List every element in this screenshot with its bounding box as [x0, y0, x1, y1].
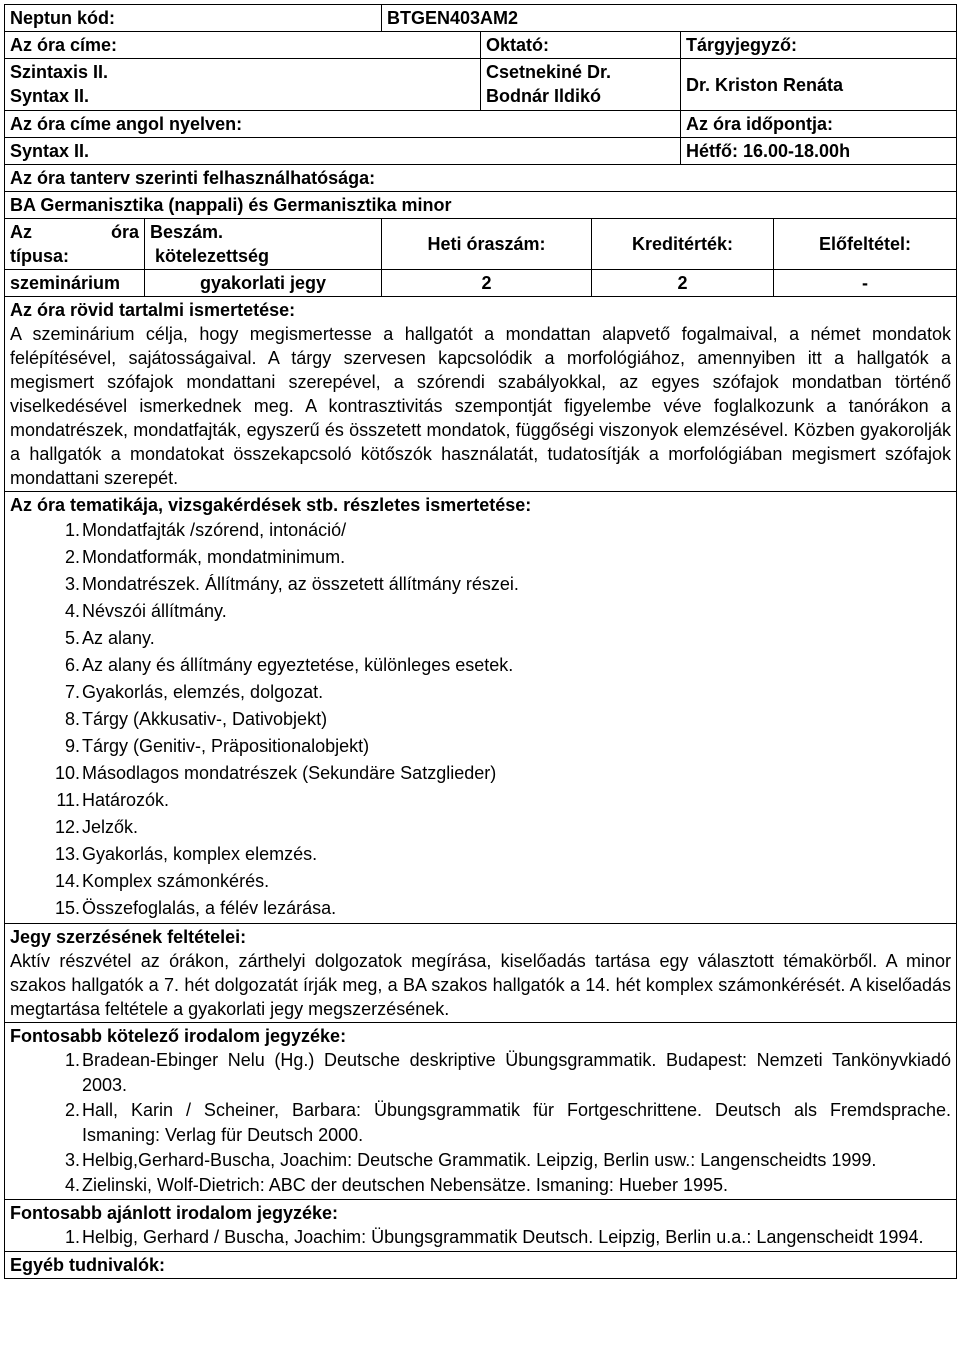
list-item-number: 14.	[54, 871, 80, 891]
list-item	[10, 787, 951, 814]
prereq-label: Előfeltétel:	[774, 219, 957, 270]
type-value: szeminárium	[5, 270, 145, 297]
list-item-text: Mondatfajták /szórend, intonáció/	[82, 520, 347, 540]
owner-label: Tárgyjegyző:	[681, 32, 957, 59]
list-item-number: 1.	[64, 520, 80, 540]
credits-value: 2	[592, 270, 774, 297]
list-item-number: 13.	[54, 844, 80, 864]
course-time: Hétfő: 16.00-18.00h	[681, 138, 957, 165]
list-item-number: 7.	[64, 682, 80, 702]
list-item-number: 8.	[64, 709, 80, 729]
course-title	[5, 59, 481, 111]
other-info-label: Egyéb tudnivalók:	[5, 1252, 957, 1279]
list-item-text: Az alany és állítmány egyeztetése, különleges esetek.	[82, 655, 514, 675]
list-item-number: 15.	[54, 898, 80, 918]
summary-section	[5, 297, 957, 492]
list-item-number: 3.	[64, 574, 80, 594]
list-item	[10, 1225, 951, 1250]
prereq-value: -	[774, 270, 957, 297]
recommended-lit-list	[10, 1225, 951, 1250]
grade-label-line1: Beszám.	[150, 222, 224, 242]
grade-label-line2: kötelezettség	[155, 246, 270, 266]
time-label: Az óra időpontja:	[681, 111, 957, 138]
recommended-lit-section	[5, 1200, 957, 1252]
list-item-text: Bradean-Ebinger Nelu (Hg.) Deutsche deskriptive Übungsgrammatik. Budapest: Nemzeti Tankönyvkiadó 2003.	[82, 1050, 952, 1095]
list-item-number: 2.	[64, 1100, 80, 1120]
title-label: Az óra címe:	[5, 32, 481, 59]
list-item	[10, 814, 951, 841]
list-item	[10, 760, 951, 787]
list-item-number: 10.	[54, 763, 80, 783]
list-item-text: Másodlagos mondatrészek (Sekundäre Satzglieder)	[82, 763, 497, 783]
list-item-text: Komplex számonkérés.	[82, 871, 270, 891]
type-label-tipusa: típusa:	[10, 246, 70, 266]
topics-list	[10, 517, 951, 922]
usability-label: Az óra tanterv szerinti felhasználhatósága:	[5, 165, 957, 192]
list-item-number: 1.	[64, 1050, 80, 1070]
english-title-label: Az óra címe angol nyelven:	[5, 111, 681, 138]
list-item-number: 2.	[64, 547, 80, 567]
list-item-number: 11.	[56, 790, 80, 810]
topics-section	[5, 492, 957, 924]
credits-label: Kreditérték:	[592, 219, 774, 270]
list-item	[10, 571, 951, 598]
course-sheet	[4, 4, 957, 1279]
list-item	[10, 868, 951, 895]
course-title-hu: Szintaxis II.	[10, 62, 109, 82]
list-item	[10, 517, 951, 544]
list-item	[10, 1098, 951, 1148]
list-item-number: 12.	[54, 817, 80, 837]
required-lit-label: Fontosabb kötelező irodalom jegyzéke:	[10, 1026, 347, 1046]
lecturer-line-2: Bodnár Ildikó	[486, 86, 602, 106]
course-title-line2: Syntax II.	[10, 86, 90, 106]
required-lit-section	[5, 1023, 957, 1200]
type-label-az: Az	[10, 222, 32, 242]
list-item	[10, 652, 951, 679]
list-item	[10, 598, 951, 625]
hours-label: Heti óraszám:	[382, 219, 592, 270]
owner-name: Dr. Kriston Renáta	[681, 59, 957, 111]
hours-value: 2	[382, 270, 592, 297]
list-item-text: Zielinski, Wolf-Dietrich: ABC der deutschen Nebensätze. Ismaning: Hueber 1995.	[82, 1175, 728, 1195]
list-item	[10, 625, 951, 652]
list-item	[10, 706, 951, 733]
list-item	[10, 1048, 951, 1098]
list-item	[10, 1173, 951, 1198]
required-lit-list	[10, 1048, 951, 1198]
list-item	[10, 733, 951, 760]
grading-text: Aktív részvétel az órákon, zárthelyi dolgozatok megírása, kiselőadás tartása egy választott témakörből. A minor szakos hallgatók a 7. hét dolgozatát írják meg, a BA szakos hallgatók a 14. hét komplex számonkérését. A kiselőadás megtartása feltétele a gyakorlati jegy megszerzésének.	[10, 951, 952, 1019]
neptun-label: Neptun kód:	[5, 5, 382, 32]
summary-label: Az óra rövid tartalmi ismertetése:	[10, 300, 296, 320]
usability-value: BA Germanisztika (nappali) és Germanisztika minor	[5, 192, 957, 219]
grade-value: gyakorlati jegy	[145, 270, 382, 297]
list-item-text: Helbig, Gerhard / Buscha, Joachim: Übungsgrammatik Deutsch. Leipzig, Berlin u.a.: Langenscheidt 1994.	[82, 1227, 924, 1247]
list-item-text: Hall, Karin / Scheiner, Barbara: Übungsgrammatik für Fortgeschrittene. Deutsch als Fremdsprache. Ismaning: Verlag für Deutsch 2000.	[82, 1100, 952, 1145]
recommended-lit-label: Fontosabb ajánlott irodalom jegyzéke:	[10, 1203, 339, 1223]
list-item-text: Helbig,Gerhard-Buscha, Joachim: Deutsche Grammatik. Leipzig, Berlin usw.: Langenscheidts 1999.	[82, 1150, 877, 1170]
list-item-number: 4.	[64, 1175, 80, 1195]
grading-section	[5, 924, 957, 1023]
list-item-text: Tárgy (Akkusativ-, Dativobjekt)	[82, 709, 328, 729]
list-item-text: Jelzők.	[82, 817, 139, 837]
english-title: Syntax II.	[5, 138, 681, 165]
lecturer-label: Oktató:	[481, 32, 681, 59]
list-item	[10, 1148, 951, 1173]
list-item-number: 6.	[64, 655, 80, 675]
list-item	[10, 679, 951, 706]
type-label	[5, 219, 145, 270]
summary-text: A szeminárium célja, hogy megismertesse a hallgatót a mondattan alapvető fogalmaival, a német mondatok felépítésével, sajátosságaival. A tárgy szervesen kapcsolódik a morfológiához, amennyiben itt a hallgatók a megismert szófajok mondattani szerepével, a szórendi szabályokkal, az egyes szófajok mondatban történő viselkedésével ismerkednek meg. A kontrasztivitás szempontját figyelembe véve foglalkozunk a tanórákon a mondatrészek, mondatfajták, egyszerű és összetett mondatok, függőségi viszonyok elemzésével. Közben gyakorolják a hallgatók a mondatokat összekapcsoló kötőszók használatát, tudatosítják a morfológiában megismert szófajok mondattani szerepét.	[10, 324, 952, 488]
list-item-text: Mondatformák, mondatminimum.	[82, 547, 346, 567]
list-item-text: Tárgy (Genitiv-, Präpositionalobjekt)	[82, 736, 370, 756]
type-label-ora: óra	[110, 222, 139, 242]
list-item-text: Gyakorlás, elemzés, dolgozat.	[82, 682, 324, 702]
list-item-text: Az alany.	[82, 628, 155, 648]
list-item-text: Gyakorlás, komplex elemzés.	[82, 844, 318, 864]
list-item	[10, 895, 951, 922]
lecturer-line-1: Csetnekiné Dr.	[486, 62, 612, 82]
list-item-text: Összefoglalás, a félév lezárása.	[82, 898, 337, 918]
lecturer-name	[481, 59, 681, 111]
list-item	[10, 544, 951, 571]
grade-label	[145, 219, 382, 270]
list-item-text: Mondatrészek. Állítmány, az összetett állítmány részei.	[82, 574, 519, 594]
list-item-number: 9.	[64, 736, 80, 756]
list-item	[10, 841, 951, 868]
neptun-code: BTGEN403AM2	[382, 5, 957, 32]
list-item-number: 4.	[64, 601, 80, 621]
list-item-number: 3.	[64, 1150, 80, 1170]
topics-label: Az óra tematikája, vizsgakérdések stb. részletes ismertetése:	[10, 495, 532, 515]
list-item-number: 1.	[64, 1227, 80, 1247]
list-item-text: Határozók.	[82, 790, 170, 810]
list-item-text: Névszói állítmány.	[82, 601, 227, 621]
list-item-number: 5.	[64, 628, 80, 648]
grading-label: Jegy szerzésének feltételei:	[10, 927, 247, 947]
